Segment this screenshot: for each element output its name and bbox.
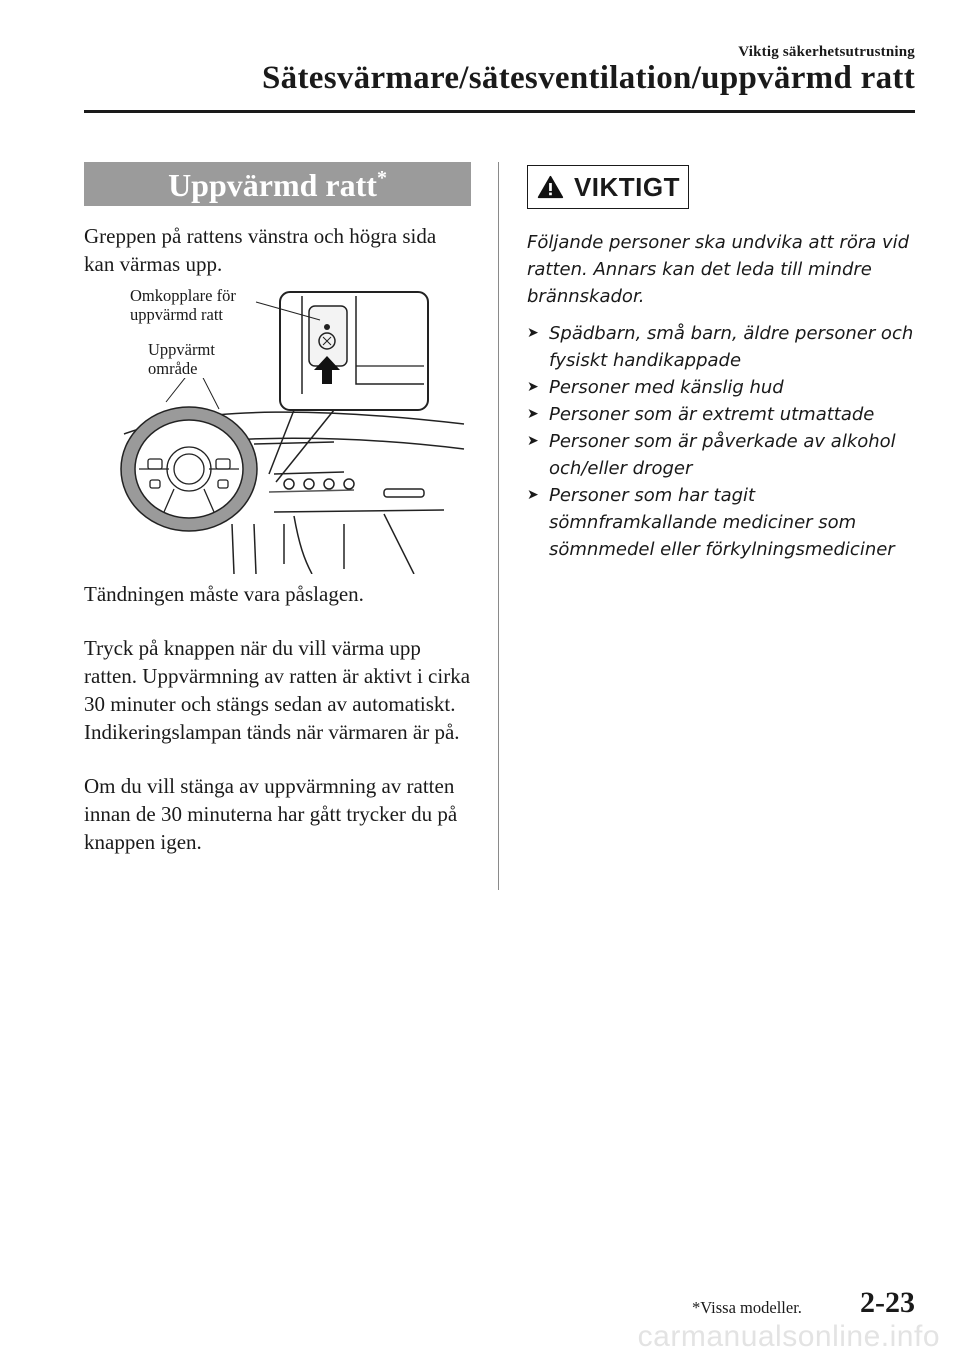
footnote: *Vissa modeller. <box>692 1298 802 1317</box>
column-divider <box>498 162 499 890</box>
warning-list-item: ➤ Spädbarn, små barn, äldre personer och fysiskt handikappade <box>527 320 917 374</box>
body-paragraph-deactivate: Om du vill stänga av uppvärmning av ratten innan de 30 minuterna har gått trycker du på knappen igen. <box>84 774 458 854</box>
warning-header <box>527 165 689 209</box>
area-callout-line1: Uppvärmt <box>148 340 215 359</box>
warning-list-item: ➤ Personer som är påverkade av alkohol och/eller droger <box>527 428 917 482</box>
warning-triangle-icon <box>537 172 564 202</box>
left-column <box>84 162 471 856</box>
warning-list <box>527 320 917 563</box>
section-title-text: Uppvärmd ratt <box>168 167 377 203</box>
chapter-label: Viktig säkerhetsutrustning <box>738 44 915 60</box>
switch-callout-line2: uppvärmd ratt <box>130 305 224 324</box>
indicator-lamp-icon <box>324 324 330 330</box>
warning-list-item: ➤ Personer som är extremt utmattade <box>527 401 917 428</box>
watermark: carmanualsonline.info <box>637 1320 940 1353</box>
optional-marker: * <box>376 167 387 189</box>
switch-callout <box>130 286 236 324</box>
header-rule <box>84 110 915 113</box>
warning-label: VIKTIGT <box>573 171 680 202</box>
page-number: 2-23 <box>860 1286 915 1319</box>
area-callout <box>148 340 215 378</box>
steering-wheel-illustration <box>84 284 471 574</box>
body-paragraph-activate: Tryck på knappen när du vill värma upp ratten. Uppvärmning av ratten är aktivt i cirka 30 minuter och stängs sedan av automatiskt. <box>84 636 471 716</box>
body-paragraph-ignition: Tändningen måste vara påslagen. <box>84 582 364 606</box>
section-title <box>84 162 471 206</box>
warning-list-item: ➤ Personer som har tagit sömnframkallande mediciner som sömnmedel eller förkylningsmediciner <box>527 482 917 563</box>
body-paragraph-indicator: Indikeringslampan tänds när värmaren är på. <box>84 720 460 744</box>
right-column <box>527 165 917 563</box>
warning-list-item: ➤ Personer med känslig hud <box>527 374 917 401</box>
steering-wheel-figure <box>84 284 471 574</box>
switch-callout-line1: Omkopplare för <box>130 286 236 305</box>
warning-intro: Följande personer ska undvika att röra vid ratten. Annars kan det leda till mindre brännskador. <box>527 232 910 307</box>
intro-paragraph: Greppen på rattens vänstra och högra sida kan värmas upp. <box>84 224 437 276</box>
area-callout-line2: område <box>148 359 198 378</box>
page-title: Sätesvärmare/sätesventilation/uppvärmd ratt <box>262 60 915 96</box>
